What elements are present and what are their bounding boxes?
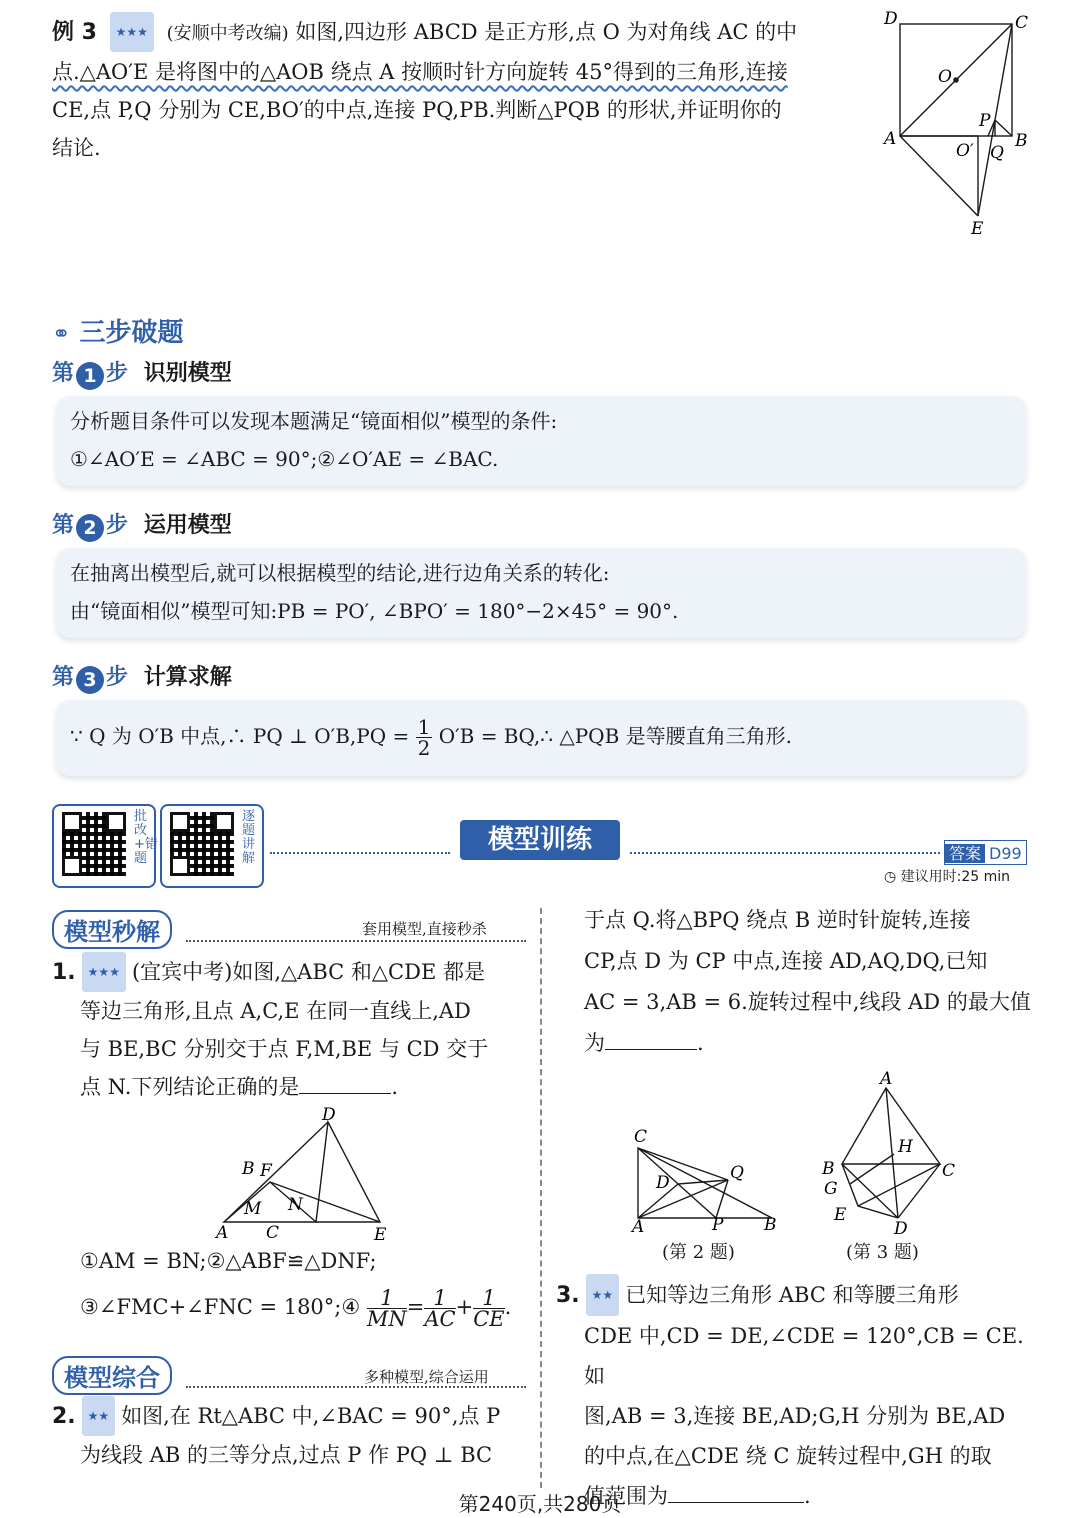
svg-text:A: A — [216, 1223, 229, 1243]
step-prefix: 第 — [52, 665, 75, 690]
section-pill-combined: 模型综合 — [52, 1356, 172, 1395]
page-footer: 第240页,共280页 — [458, 1492, 622, 1516]
svg-text:A: A — [880, 1069, 893, 1089]
svg-text:N: N — [288, 1195, 303, 1215]
step-3-text-a: ∵ Q 为 O′B 中点,∴ PQ ⊥ O′B,PQ = — [70, 724, 410, 748]
fig-label-o: O — [938, 67, 952, 87]
qr-code-explanation[interactable] — [160, 804, 264, 888]
svg-text:C: C — [634, 1127, 648, 1147]
qr-label: 逐题讲解 — [242, 809, 256, 866]
step-2-line-2: 由“镜面相似”模型可知:PB = PO′, ∠BPO′ = 180°−2×45° = 90°. — [70, 599, 679, 623]
example-source: (安顺中考改编) — [166, 23, 289, 44]
step-2-box — [56, 548, 1026, 638]
answer-blank[interactable] — [605, 1049, 697, 1050]
training-banner: 模型训练 — [460, 820, 620, 860]
question-2: 2. ★★ 如图,在 Rt△ABC 中,∠BAC = 90°,点 P 为线段 AB 的三等分点,过点 P 作 PQ ⊥ BC — [52, 1396, 532, 1474]
divider — [186, 940, 526, 942]
section-title-text: 三步破题 — [79, 318, 184, 348]
difficulty-stars-icon: ★★★ — [82, 952, 126, 992]
step-3-heading — [52, 660, 232, 694]
svg-text:E: E — [834, 1205, 847, 1225]
step-title: 识别模型 — [143, 361, 232, 386]
step-2-heading — [52, 508, 232, 542]
suggested-time: ◷ 建议用时:25 min — [884, 869, 1011, 885]
example-text-1: 如图,四边形 ABCD 是正方形,点 O 为对角线 AC 的中 — [295, 20, 798, 44]
fig-label-e: E — [971, 219, 984, 239]
link-icon: ⚭ — [52, 322, 71, 347]
example-line-1 — [52, 12, 862, 53]
step-number-badge: 1 — [76, 362, 104, 390]
example-text-2: 点.△AO′E 是将图中的△AOB 绕点 A 按顺时针方向旋转 45°得到的三角形,连接 — [52, 60, 788, 84]
example-label: 例 3 — [52, 20, 97, 45]
answer-blank[interactable] — [299, 1093, 391, 1094]
difficulty-stars-icon: ★★ — [82, 1396, 116, 1436]
section-pill-quick: 模型秒解 — [52, 910, 172, 949]
step-number-badge: 3 — [76, 666, 104, 694]
question-1: 1. ★★★ (宜宾中考)如图,△ABC 和△CDE 都是 等边三角形,且点 A,C,E 在同一直线上,AD 与 BE,BC 分别交于点 F,M,BE 与 CD 交于 点 N.下列结论正确的是 . — [52, 952, 532, 1106]
question-1-options: ①AM = BN;②△ABF≌△DNF; ③∠FMC+∠FNC = 180°;④ $\frac{1}{MN}$ = $\frac{1}{AC}$ + $\frac{1}{CE}$ . — [80, 1249, 512, 1331]
step-1-heading — [52, 356, 232, 390]
svg-text:B: B — [764, 1215, 777, 1235]
step-title: 计算求解 — [143, 665, 232, 690]
answer-tag: 答案 D99 — [944, 840, 1027, 865]
fig-label-a: A — [884, 129, 897, 149]
fig-label-b: B — [1015, 131, 1028, 151]
svg-text:F: F — [260, 1161, 272, 1181]
svg-text:C: C — [942, 1161, 956, 1181]
step-3-text-b: O′B = BQ,∴ △PQB 是等腰直角三角形. — [438, 724, 792, 748]
question-3: 3. ★★ 已知等边三角形 ABC 和等腰三角形 CDE 中,CD = DE,∠CDE = 120°,CB = CE.如 图,AB = 3,连接 BE,AD;G,H 分别为 BE,AD 的中点,在△CDE 绕 C 旋转过程中,GH 的取 值范围为 . — [556, 1274, 1036, 1516]
svg-text:A: A — [632, 1217, 645, 1237]
fig-label-d: D — [884, 10, 898, 29]
step-suffix: 步 — [106, 665, 129, 690]
svg-text:D: D — [322, 1106, 336, 1125]
svg-text:Q: Q — [730, 1163, 744, 1183]
fig-label-q: Q — [990, 143, 1004, 163]
section-title — [52, 312, 184, 349]
svg-text:D: D — [656, 1173, 670, 1193]
svg-text:B: B — [242, 1159, 255, 1179]
step-number-badge: 2 — [76, 514, 104, 542]
step-prefix: 第 — [52, 513, 75, 538]
svg-text:G: G — [824, 1179, 838, 1199]
figure-caption-2: (第 2 题) — [662, 1242, 735, 1263]
question-3-figure — [818, 1066, 968, 1236]
svg-text:B: B — [822, 1159, 835, 1179]
step-suffix: 步 — [106, 361, 129, 386]
question-2-continued: 于点 Q.将△BPQ 绕点 B 逆时针旋转,连接 CP,点 D 为 CP 中点,连接 AD,AQ,DQ,已知 AC = 3,AB = 6.旋转过程中,线段 AD 的最大值 为 . — [584, 908, 1031, 1055]
svg-text:C: C — [266, 1223, 280, 1243]
clock-icon: ◷ — [884, 869, 897, 885]
figure-caption-3: (第 3 题) — [846, 1242, 919, 1263]
qr-label: 批改+错题 — [134, 809, 158, 866]
example-3 — [52, 12, 862, 167]
qr-code-correction[interactable] — [52, 804, 156, 888]
difficulty-stars-icon: ★★ — [586, 1274, 620, 1316]
fig-label-p: P — [979, 111, 991, 131]
step-1-line-2: ①∠AO′E = ∠ABC = 90°;②∠O′AE = ∠BAC. — [70, 447, 499, 471]
step-suffix: 步 — [106, 513, 129, 538]
example-text-3: CE,点 P,Q 分别为 CE,BO′的中点,连接 PQ,PB.判断△PQB 的形状,并证明你的 — [52, 98, 782, 122]
step-1-line-1: 分析题目条件可以发现本题满足“镜面相似”模型的条件: — [70, 409, 558, 433]
divider — [270, 852, 450, 854]
svg-text:H: H — [898, 1137, 913, 1157]
svg-text:E: E — [374, 1225, 387, 1245]
question-number: 2. — [52, 1404, 76, 1429]
question-number: 1. — [52, 960, 76, 985]
fraction-half: $\frac{1}{2}$ — [417, 715, 431, 760]
difficulty-stars-icon: ★★★ — [110, 12, 154, 52]
section-note-combined: 多种模型,综合运用 — [364, 1368, 489, 1386]
divider — [630, 852, 940, 854]
step-title: 运用模型 — [143, 513, 232, 538]
step-1-box — [56, 396, 1026, 486]
svg-text:M: M — [244, 1199, 262, 1219]
example-figure — [878, 10, 1038, 240]
svg-text:D: D — [894, 1219, 908, 1236]
column-divider — [540, 908, 542, 1488]
question-1-figure — [210, 1106, 400, 1246]
step-3-box — [56, 700, 1026, 776]
fig-label-o-prime: O′ — [956, 141, 974, 161]
step-2-line-1: 在抽离出模型后,就可以根据模型的结论,进行边角关系的转化: — [70, 561, 610, 585]
step-prefix: 第 — [52, 361, 75, 386]
example-text-4: 结论. — [52, 136, 101, 160]
section-note-quick: 套用模型,直接秒杀 — [362, 920, 487, 938]
svg-text:P: P — [712, 1215, 724, 1235]
fig-label-c: C — [1015, 13, 1029, 33]
question-number: 3. — [556, 1283, 580, 1308]
